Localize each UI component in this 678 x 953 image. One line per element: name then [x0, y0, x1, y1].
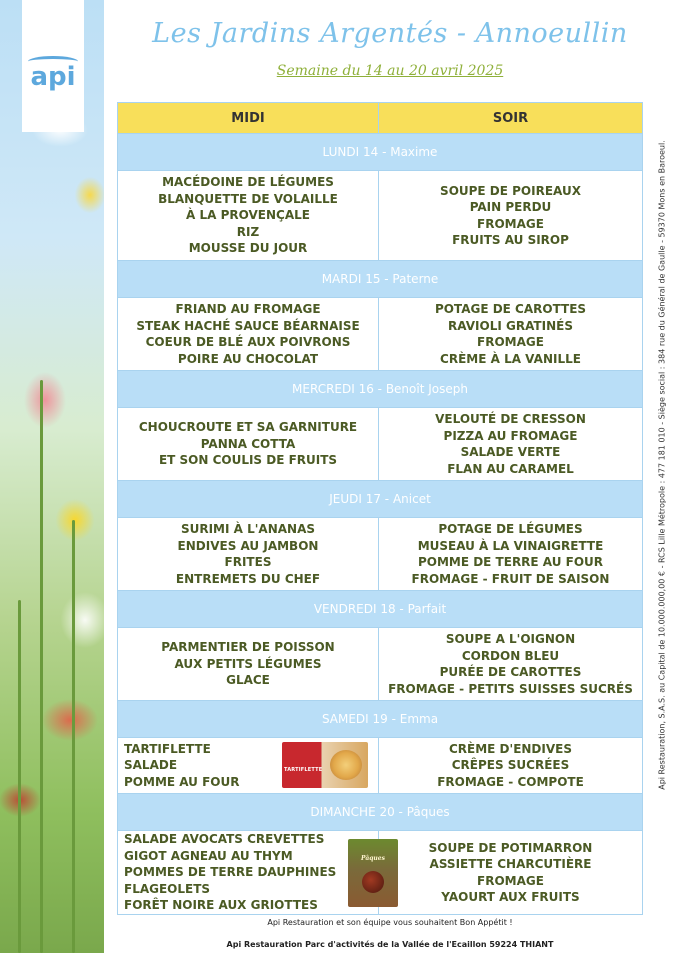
meal-row-dimanche — [118, 831, 643, 915]
meal-row-mardi — [118, 298, 643, 371]
day-row-samedi — [118, 701, 643, 738]
dish: SOUPE A L'OIGNON — [445, 632, 576, 646]
dish: STEAK HACHÉ SAUCE BÉARNAISE — [136, 318, 360, 333]
paques-image — [348, 839, 398, 907]
dish: SALADE AVOCATS CREVETTES — [124, 832, 325, 847]
dish: SURIMI À L'ANANAS — [180, 522, 316, 536]
meal-row-mercredi — [118, 408, 643, 481]
logo-text: api — [30, 62, 76, 92]
dish: FROMAGE - PETITS SUISSES SUCRÉS — [388, 681, 633, 696]
dish: MACÉDOINE DE LÉGUMES — [162, 175, 334, 190]
dish: TARTIFLETTE — [124, 741, 211, 756]
meal-row-jeudi — [118, 518, 643, 591]
dish: FORÊT NOIRE AUX GRIOTTES — [124, 898, 318, 913]
dish: RIZ — [236, 224, 260, 239]
dish: SALADE — [124, 758, 178, 773]
flower-stem — [18, 600, 21, 953]
dish-photo — [330, 750, 362, 780]
dish: RAVIOLI GRATINÉS — [448, 318, 573, 333]
flower-stem — [72, 520, 75, 953]
dish: CRÈME D'ENDIVES — [449, 741, 572, 756]
dish: POIRE AU CHOCOLAT — [177, 351, 319, 366]
hen-photo — [362, 871, 384, 893]
dish: FRUITS AU SIROP — [452, 233, 569, 247]
dish: CRÊPES SUCRÉES — [451, 758, 570, 773]
tartiflette-image — [282, 742, 368, 788]
midi-cell — [118, 628, 379, 701]
dish: ASSIETTE CHARCUTIÈRE — [429, 857, 592, 871]
dish: POTAGE DE LÉGUMES — [438, 522, 583, 536]
day-label: JEUDI 17 - Anicet — [118, 481, 643, 518]
meal-row-lundi — [118, 171, 643, 261]
dish: BLANQUETTE DE VOLAILLE — [158, 191, 338, 206]
dish: CORDON BLEU — [461, 648, 560, 663]
dish: À LA PROVENÇALE — [186, 208, 310, 223]
midi-cell — [118, 831, 385, 915]
dish: MOUSSE DU JOUR — [188, 241, 308, 256]
header-row — [118, 103, 643, 134]
dish: SOUPE DE POTIMARRON — [428, 840, 593, 855]
dish: CRÈME À LA VANILLE — [440, 351, 581, 366]
dish: CHOUCROUTE ET SA GARNITURE — [138, 420, 358, 435]
soir-cell — [379, 518, 643, 591]
dish: FROMAGE - FRUIT DE SAISON — [411, 571, 610, 586]
dish: PURÉE DE CAROTTES — [439, 665, 582, 679]
midi-cell — [118, 171, 379, 261]
page-title: Les Jardins Argentés - Annoeullin — [152, 18, 628, 49]
midi-cell — [118, 298, 379, 371]
dish: SALADE VERTE — [460, 445, 561, 459]
dish: PARMENTIER DE POISSON — [161, 640, 335, 655]
day-row-jeudi — [118, 481, 643, 518]
dish: FROMAGE — [477, 335, 544, 349]
day-label: SAMEDI 19 - Emma — [118, 701, 643, 738]
menu-table — [117, 102, 643, 915]
week-subtitle: Semaine du 14 au 20 avril 2025 — [276, 63, 504, 79]
dish: YAOURT AUX FRUITS — [441, 890, 580, 904]
dish: PAIN PERDU — [469, 200, 552, 214]
dish: FRIAND AU FROMAGE — [175, 302, 321, 316]
soir-header: SOIR — [379, 103, 643, 134]
midi-cell — [118, 738, 379, 794]
legal-notice — [654, 120, 670, 810]
dish: FRITES — [224, 555, 272, 569]
legal-text: Api Restauration, S.A.S. au Capital de 10.000.000,00 € - RCS Lille Métropole : 477 181 010 - Siège social : 384 rue du Général de Gaulle - 59370 Mons en Baroeul. — [657, 140, 667, 790]
dish: GIGOT AGNEAU AU THYM — [124, 848, 293, 863]
day-label: LUNDI 14 - Maxime — [118, 134, 643, 171]
soir-cell — [379, 408, 643, 481]
midi-cell — [118, 408, 379, 481]
soir-cell — [379, 738, 643, 794]
day-row-mardi — [118, 261, 643, 298]
flower-stem — [40, 380, 43, 953]
day-label: VENDREDI 18 - Parfait — [118, 591, 643, 628]
soir-cell — [379, 831, 643, 915]
day-row-dimanche — [118, 794, 643, 831]
bon-appetit-message: Api Restauration et son équipe vous souhaitent Bon Appétit ! — [267, 918, 513, 927]
dish: POMME DE TERRE AU FOUR — [417, 555, 604, 569]
meal-row-samedi — [118, 738, 643, 794]
day-row-vendredi — [118, 591, 643, 628]
dish: FROMAGE — [477, 873, 544, 888]
dish: PIZZA AU FROMAGE — [443, 428, 578, 443]
dish: MUSEAU À LA VINAIGRETTE — [417, 538, 604, 553]
dish: VELOUTÉ DE CRESSON — [435, 412, 586, 426]
day-label: MERCREDI 16 - Benoît Joseph — [118, 371, 643, 408]
day-row-mercredi — [118, 371, 643, 408]
soir-cell — [379, 298, 643, 371]
dish: FROMAGE - COMPOTE — [437, 774, 584, 789]
midi-header: MIDI — [118, 103, 379, 134]
api-logo — [22, 0, 84, 132]
floral-side-image — [0, 0, 104, 953]
dish: ENTREMETS DU CHEF — [175, 571, 321, 586]
dish: POMMES DE TERRE DAUPHINES — [124, 865, 337, 880]
dish: ENDIVES AU JAMBON — [177, 538, 319, 553]
dish: FROMAGE — [477, 216, 544, 231]
soir-cell — [379, 628, 643, 701]
dish: FLAGEOLETS — [124, 881, 211, 896]
dish: POTAGE DE CAROTTES — [434, 302, 587, 316]
dish: SOUPE DE POIREAUX — [440, 183, 581, 198]
meal-row-vendredi — [118, 628, 643, 701]
dish: POMME AU FOUR — [124, 774, 240, 789]
day-label: DIMANCHE 20 - Pâques — [118, 794, 643, 831]
midi-cell — [118, 518, 379, 591]
day-row-lundi — [118, 134, 643, 171]
soir-cell — [379, 171, 643, 261]
dish: AUX PETITS LÉGUMES — [174, 656, 322, 671]
dish: PANNA COTTA — [200, 436, 296, 451]
image-label: TARTIFLETTE — [284, 767, 323, 773]
day-label: MARDI 15 - Paterne — [118, 261, 643, 298]
dish: FLAN AU CARAMEL — [447, 461, 574, 476]
company-address: Api Restauration Parc d'activités de la Vallée de l'Ecaillon 59224 THIANT — [226, 940, 554, 949]
dish: ET SON COULIS DE FRUITS — [158, 453, 338, 468]
dish: COEUR DE BLÉ AUX POIVRONS — [145, 335, 351, 349]
image-label: Pâques — [361, 855, 385, 862]
dish: GLACE — [226, 673, 270, 688]
